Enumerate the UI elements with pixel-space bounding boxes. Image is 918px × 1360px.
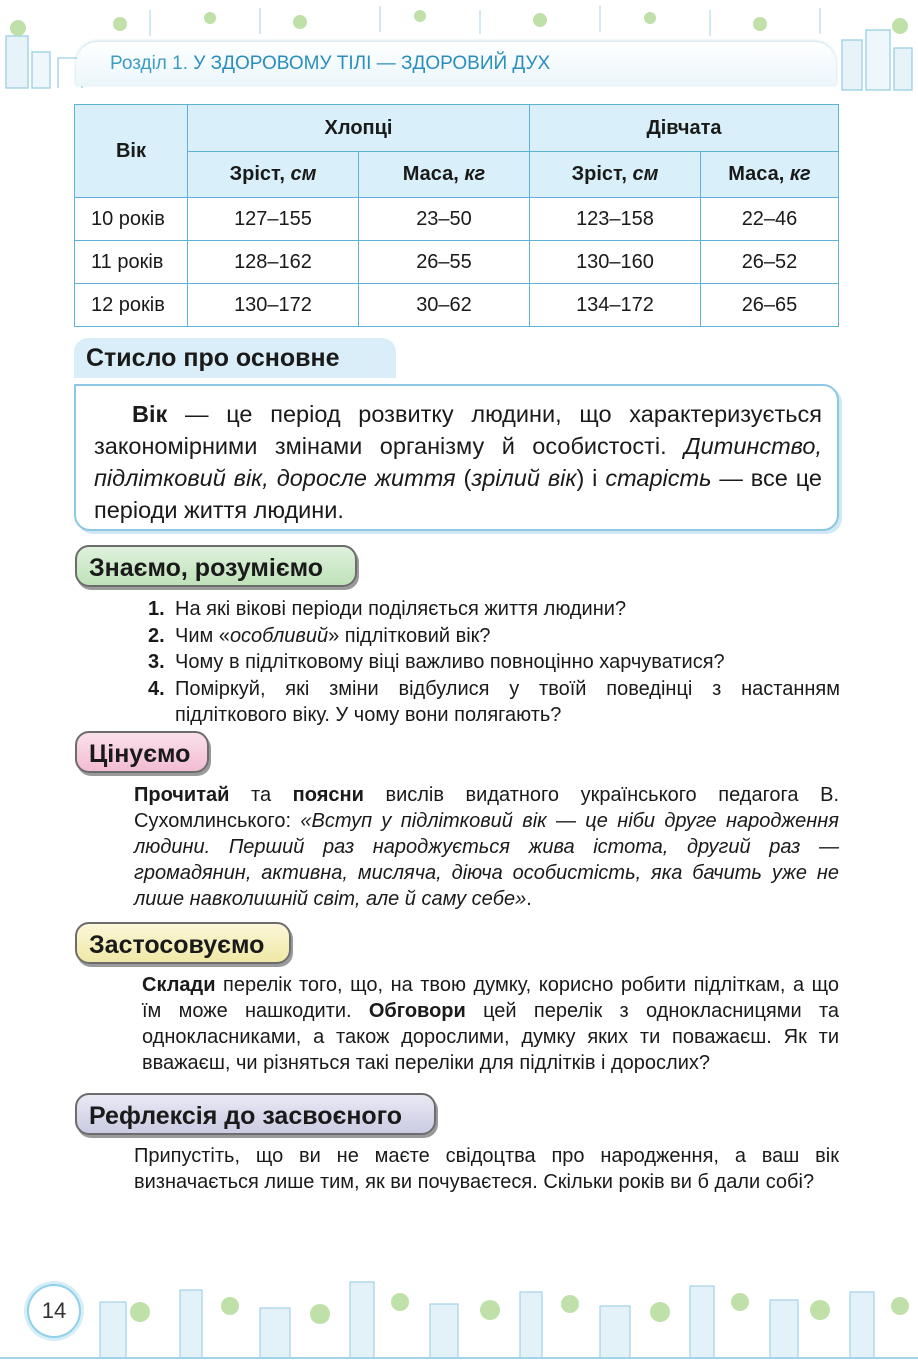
apply-text: Склади перелік того, що, на твою думку, корисно робити підліткам, а що їм може нашкодити. Обговори цей перелік з однокласницями та однокласниками, а також дорослими, думку яких ти поважаєш. Як ти вважаєш, чи різняться такі переліки для підлітків і дорослих?	[142, 974, 839, 1074]
list-item: 2. Чим «особливий» підлітковий вік?	[148, 624, 491, 647]
summary-text: Вік — це період розвитку людини, що характеризується закономірними змінами організму й особистості. Дитинство, підлітковий вік, доросле життя (зрілий вік) і старість — все це періоди життя людини.	[94, 401, 822, 523]
reflection-text: Припустіть, що ви не маєте свідоцтва про народження, а ваш вік визначається лише тим, як ви почуваєтеся. Скільки років ви б дали собі?	[134, 1145, 839, 1193]
apply-heading: Застосовуємо	[75, 922, 291, 964]
list-item: 3. Чому в підлітковому віці важливо повноцінно харчуватися?	[148, 651, 725, 673]
questions-list	[148, 596, 840, 729]
section-title: У ЗДОРОВОМУ ТІЛІ — ЗДОРОВИЙ ДУХ	[193, 53, 551, 74]
girls-mass-cell: 22–46	[701, 198, 839, 241]
value-text: Прочитай та поясни вислів видатного українського педагога В. Сухомлинського: «Вступ у підлітковий вік — це ніби друге народження людини. Перший раз народжується жива істота, другий раз — громадянин, активна, мисляча, діюча особистість, яка бачить уже не лише навколишній світ, але й саму себе».	[134, 784, 840, 910]
age-cell: 12 років	[75, 284, 188, 327]
reflection-heading: Рефлексія до засвоєного	[75, 1093, 436, 1135]
summary-heading: Стисло про основне	[74, 338, 396, 378]
bottom-city-decoration	[0, 1262, 918, 1360]
girls-height-cell: 130–160	[530, 241, 701, 284]
age-column-header: Вік	[75, 105, 188, 198]
table-row	[75, 284, 839, 327]
boys-mass-cell: 23–50	[359, 198, 530, 241]
know-understand-heading: Знаємо, розуміємо	[75, 545, 357, 587]
age-height-mass-table	[74, 104, 839, 327]
girls-mass-cell: 26–65	[701, 284, 839, 327]
age-cell: 10 років	[75, 198, 188, 241]
girls-group-header: Дівчата	[530, 105, 839, 152]
girls-mass-header: Маса, кг	[701, 152, 839, 198]
boys-mass-cell: 26–55	[359, 241, 530, 284]
boys-height-cell: 130–172	[188, 284, 359, 327]
boys-group-header: Хлопці	[188, 105, 530, 152]
girls-mass-cell: 26–52	[701, 241, 839, 284]
boys-height-cell: 128–162	[188, 241, 359, 284]
boys-height-cell: 127–155	[188, 198, 359, 241]
boys-mass-cell: 30–62	[359, 284, 530, 327]
list-item: 4. Поміркуй, які зміни відбулися у твоїй поведінці з настанням підліткового віку. У чому вони полягають?	[148, 677, 840, 726]
boys-height-header: Зріст, см	[188, 152, 359, 198]
list-item: 1. На які вікові періоди поділяється життя людини?	[148, 598, 627, 620]
boys-mass-header: Маса, кг	[359, 152, 530, 198]
page-number: 14	[27, 1284, 81, 1338]
girls-height-header: Зріст, см	[530, 152, 701, 198]
summary-box	[74, 384, 839, 531]
section-header	[110, 53, 550, 75]
value-heading: Цінуємо	[75, 731, 209, 773]
section-label: Розділ 1.	[110, 53, 189, 74]
table-row	[75, 198, 839, 241]
girls-height-cell: 134–172	[530, 284, 701, 327]
age-cell: 11 років	[75, 241, 188, 284]
girls-height-cell: 123–158	[530, 198, 701, 241]
table-row	[75, 241, 839, 284]
